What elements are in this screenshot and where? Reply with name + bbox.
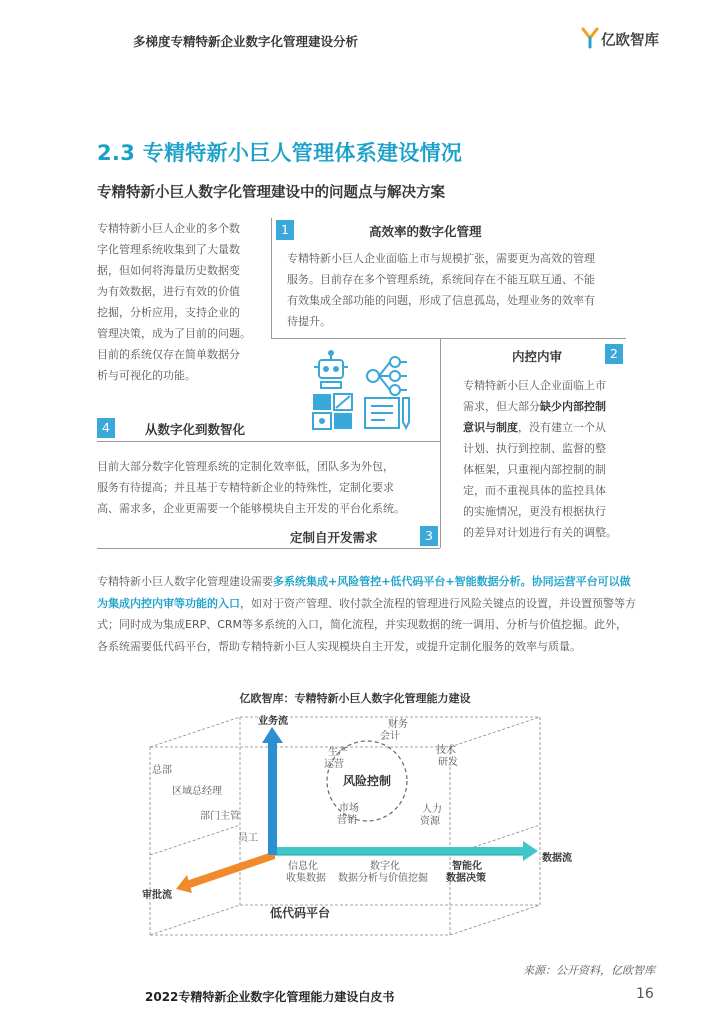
block-2-line: 体框架，只重视内部控制的制 bbox=[463, 463, 606, 476]
summary-paragraph: 专精特新小巨人数字化管理建设需要多系统集成+风险管控+低代码平台+智能数据分析。协同运营平台可以做为集成内控内审等功能的入口，如对于资产管理、收付款全流程的管理进行风险关键点的设置，并设置预警等方式；同时成为集成ERP、CRM等多系统的入口，简化流程，并实现数据的统一调用、分析与价值挖掘。此外，各系统需要低代码平台，帮助专精特新小巨人实现模块自主开发，或提升定制化服务的效率与质量。 bbox=[97, 575, 636, 653]
hr-label: 人力资源 bbox=[420, 804, 442, 827]
capability-diagram bbox=[140, 705, 610, 945]
brand-logo-icon bbox=[581, 27, 599, 49]
block-1-title: 高效率的数字化管理 bbox=[369, 224, 482, 239]
section-subheading: 专精特新小巨人数字化管理建设中的问题点与解决方案 bbox=[97, 185, 445, 201]
intro-line: 管理决策，成为了目前的问题。 bbox=[97, 327, 251, 340]
page-number: 16 bbox=[636, 986, 654, 1002]
business-flow-label: 业务流 bbox=[258, 716, 288, 727]
level-staff: 员工 bbox=[238, 833, 258, 844]
diagram-title: 亿欧智库：专精特新小巨人数字化管理能力建设 bbox=[239, 692, 471, 705]
block-2-line: 意识与制度，没有建立一个从 bbox=[463, 421, 606, 434]
level-hq: 总部 bbox=[152, 765, 172, 776]
section-heading: 2.3 专精特新小巨人管理体系建设情况 bbox=[97, 141, 463, 165]
finance-label: 财务会计 bbox=[380, 719, 408, 742]
divider bbox=[97, 548, 440, 549]
footer-title: 2022专精特新企业数字化管理能力建设白皮书 bbox=[145, 990, 395, 1004]
data-flow-label: 数据流 bbox=[542, 853, 572, 864]
level-dept: 部门主管 bbox=[200, 811, 240, 822]
intro-line: 据，但如何将海量历史数据变 bbox=[97, 264, 240, 277]
level-regional: 区域总经理 bbox=[172, 786, 222, 797]
block-3-title: 定制自开发需求 bbox=[290, 530, 378, 545]
block-1-line: 待提升。 bbox=[287, 315, 331, 328]
business-flow-arrow bbox=[262, 727, 283, 855]
block-1-number: 1 bbox=[276, 220, 294, 240]
robot-icon bbox=[314, 351, 348, 388]
block-1-text bbox=[287, 248, 632, 332]
divider bbox=[97, 441, 440, 442]
block-3-number: 3 bbox=[420, 526, 438, 546]
production-label: 生产运营 bbox=[324, 747, 348, 770]
block-2-line: 计划、执行到控制、监督的整 bbox=[463, 442, 606, 455]
block-3-line: 目前大部分数字化管理系统的定制化效率低，团队多为外包， bbox=[97, 460, 394, 473]
block-2-line: 定，而不重视具体的监控具体 bbox=[463, 484, 606, 497]
block-2-line: 需求，但大部分缺少内部控制 bbox=[463, 400, 606, 413]
block-1-line: 服务。目前存在多个管理系统，系统间存在不能互联互通、不能 bbox=[287, 273, 595, 286]
source-note: 来源：公开资料，亿欧智库 bbox=[523, 964, 655, 977]
data-flow-arrow bbox=[275, 841, 538, 861]
intro-line: 为有效数据，进行有效的价值 bbox=[97, 285, 240, 298]
block-4-title: 从数字化到数智化 bbox=[145, 422, 246, 437]
approval-flow-label: 审批流 bbox=[142, 890, 172, 901]
block-2-line: 的实施情况，更没有根据执行 bbox=[463, 505, 606, 518]
tech-label: 技术研发 bbox=[436, 745, 458, 768]
marketing-label: 市场营销 bbox=[337, 803, 359, 826]
block-3-line: 高、需求多，企业更需要一个能够模块自主开发的平台化系统。 bbox=[97, 502, 405, 515]
divider bbox=[271, 218, 272, 338]
block-2-text bbox=[463, 375, 633, 543]
low-code-platform-label: 低代码平台 bbox=[270, 906, 331, 920]
risk-control-cycle bbox=[324, 717, 458, 827]
system-illustration bbox=[305, 350, 425, 435]
divider bbox=[271, 338, 626, 339]
intro-line: 字化管理系统收集到了大量数 bbox=[97, 243, 240, 256]
block-3-text bbox=[97, 456, 442, 519]
block-2-line: 的差异对计划进行有关的调整。 bbox=[463, 526, 617, 539]
document-icon bbox=[365, 398, 409, 428]
running-header: 多梯度专精特新企业数字化管理建设分析 bbox=[133, 34, 359, 49]
brand-logo bbox=[581, 27, 681, 49]
network-icon bbox=[367, 357, 407, 395]
module-grid-icon bbox=[313, 394, 352, 429]
block-2-number: 2 bbox=[605, 344, 623, 364]
block-4-number: 4 bbox=[97, 418, 115, 438]
block-3-line: 服务有待提高；并且基于专精特新企业的特殊性，定制化要求 bbox=[97, 481, 394, 494]
intro-paragraph bbox=[97, 218, 267, 386]
risk-control-label: 风险控制 bbox=[342, 774, 392, 788]
brand-name: 亿欧智库 bbox=[601, 33, 659, 49]
stage-intelligentization: 智能化数据决策 bbox=[446, 861, 486, 884]
block-1-line: 专精特新小巨人企业面临上市与规模扩张，需要更为高效的管理 bbox=[287, 252, 595, 265]
stage-informatization: 信息化收集数据 bbox=[286, 861, 326, 884]
intro-line: 析与可视化的功能。 bbox=[97, 369, 196, 382]
block-2-title: 内控内审 bbox=[512, 349, 563, 364]
block-1-line: 有效集成全部功能的问题，形成了信息孤岛，处理业务的效率有 bbox=[287, 294, 595, 307]
intro-line: 挖掘，分析应用，支持企业的 bbox=[97, 306, 240, 319]
block-2-line: 专精特新小巨人企业面临上市 bbox=[463, 379, 606, 392]
intro-line: 专精特新小巨人企业的多个数 bbox=[97, 222, 240, 235]
stage-digitalization: 数字化数据分析与价值挖掘 bbox=[338, 861, 428, 884]
intro-line: 目前的系统仅存在简单数据分 bbox=[97, 348, 240, 361]
approval-flow-arrow bbox=[176, 851, 275, 893]
